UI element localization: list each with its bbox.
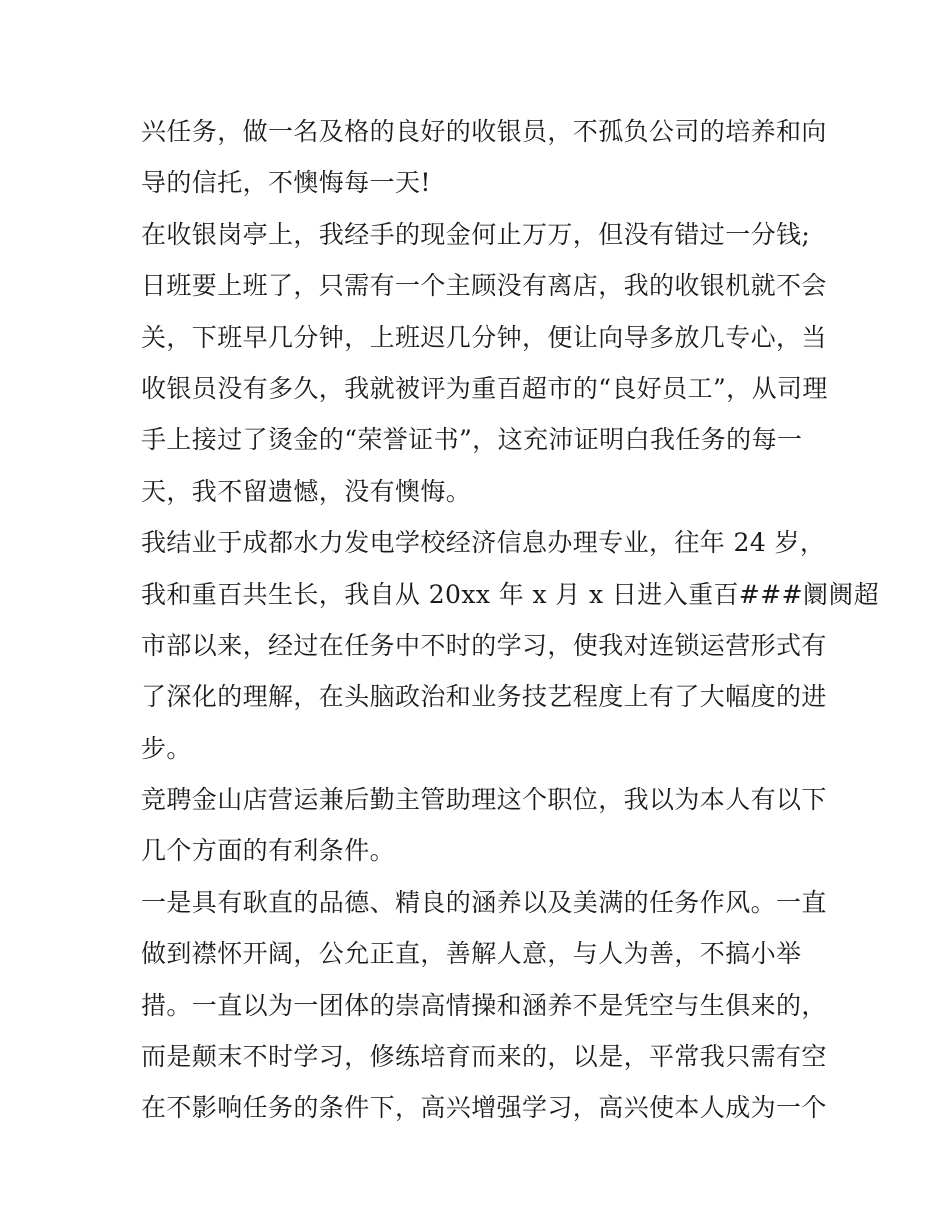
- text-line: 手上接过了烫金的“荣誉证书”，这充沛证明白我任务的每一: [141, 425, 803, 455]
- text-line: 了深化的理解，在头脑政治和业务技艺程度上有了大幅度的进: [141, 682, 827, 712]
- text-line: 导的信托，不懊悔每一天!: [141, 168, 431, 198]
- text-line: 在不影响任务的条件下，高兴增强学习，高兴使本人成为一个: [141, 1093, 827, 1123]
- text-line: 一是具有耿直的品德、精良的涵养以及美满的任务作风。一直: [141, 887, 827, 917]
- document-body: [141, 106, 880, 1134]
- text-line: 而是颠末不时学习，修练培育而来的，以是，平常我只需有空: [141, 1042, 827, 1072]
- text-line: 收银员没有多久，我就被评为重百超市的“良好员工”，从司理: [141, 373, 828, 403]
- text-line: 措。一直以为一团体的崇高情操和涵养不是凭空与生俱来的，: [141, 990, 827, 1020]
- text-line: 做到襟怀开阔，公允正直，善解人意，与人为善，不搞小举: [141, 939, 802, 969]
- text-line: 竞聘金山店营运兼后勤主管助理这个职位，我以为本人有以下: [141, 785, 827, 815]
- text-line: 关，下班早几分钟，上班迟几分钟，便让向导多放几专心，当: [141, 322, 827, 352]
- text-line: 几个方面的有利条件。: [141, 836, 396, 866]
- text-line: 天，我不留遗憾，没有懊悔。: [141, 476, 472, 506]
- text-line: 我结业于成都水力发电学校经济信息办理专业，往年 24 岁，: [141, 528, 826, 558]
- text-line: 日班要上班了，只需有一个主顾没有离店，我的收银机就不会: [141, 271, 827, 301]
- text-line: 兴任务，做一名及格的良好的收银员，不孤负公司的培养和向: [141, 117, 827, 146]
- text-line: 步。: [141, 733, 192, 763]
- text-line: 在收银岗亭上，我经手的现金何止万万，但没有错过一分钱;: [141, 219, 811, 249]
- text-line: 市部以来，经过在任务中不时的学习，使我对连锁运营形式有: [141, 630, 827, 660]
- text-line: 我和重百共生长，我自从 20xx 年 x 月 x 日进入重百###阛阓超: [141, 579, 880, 609]
